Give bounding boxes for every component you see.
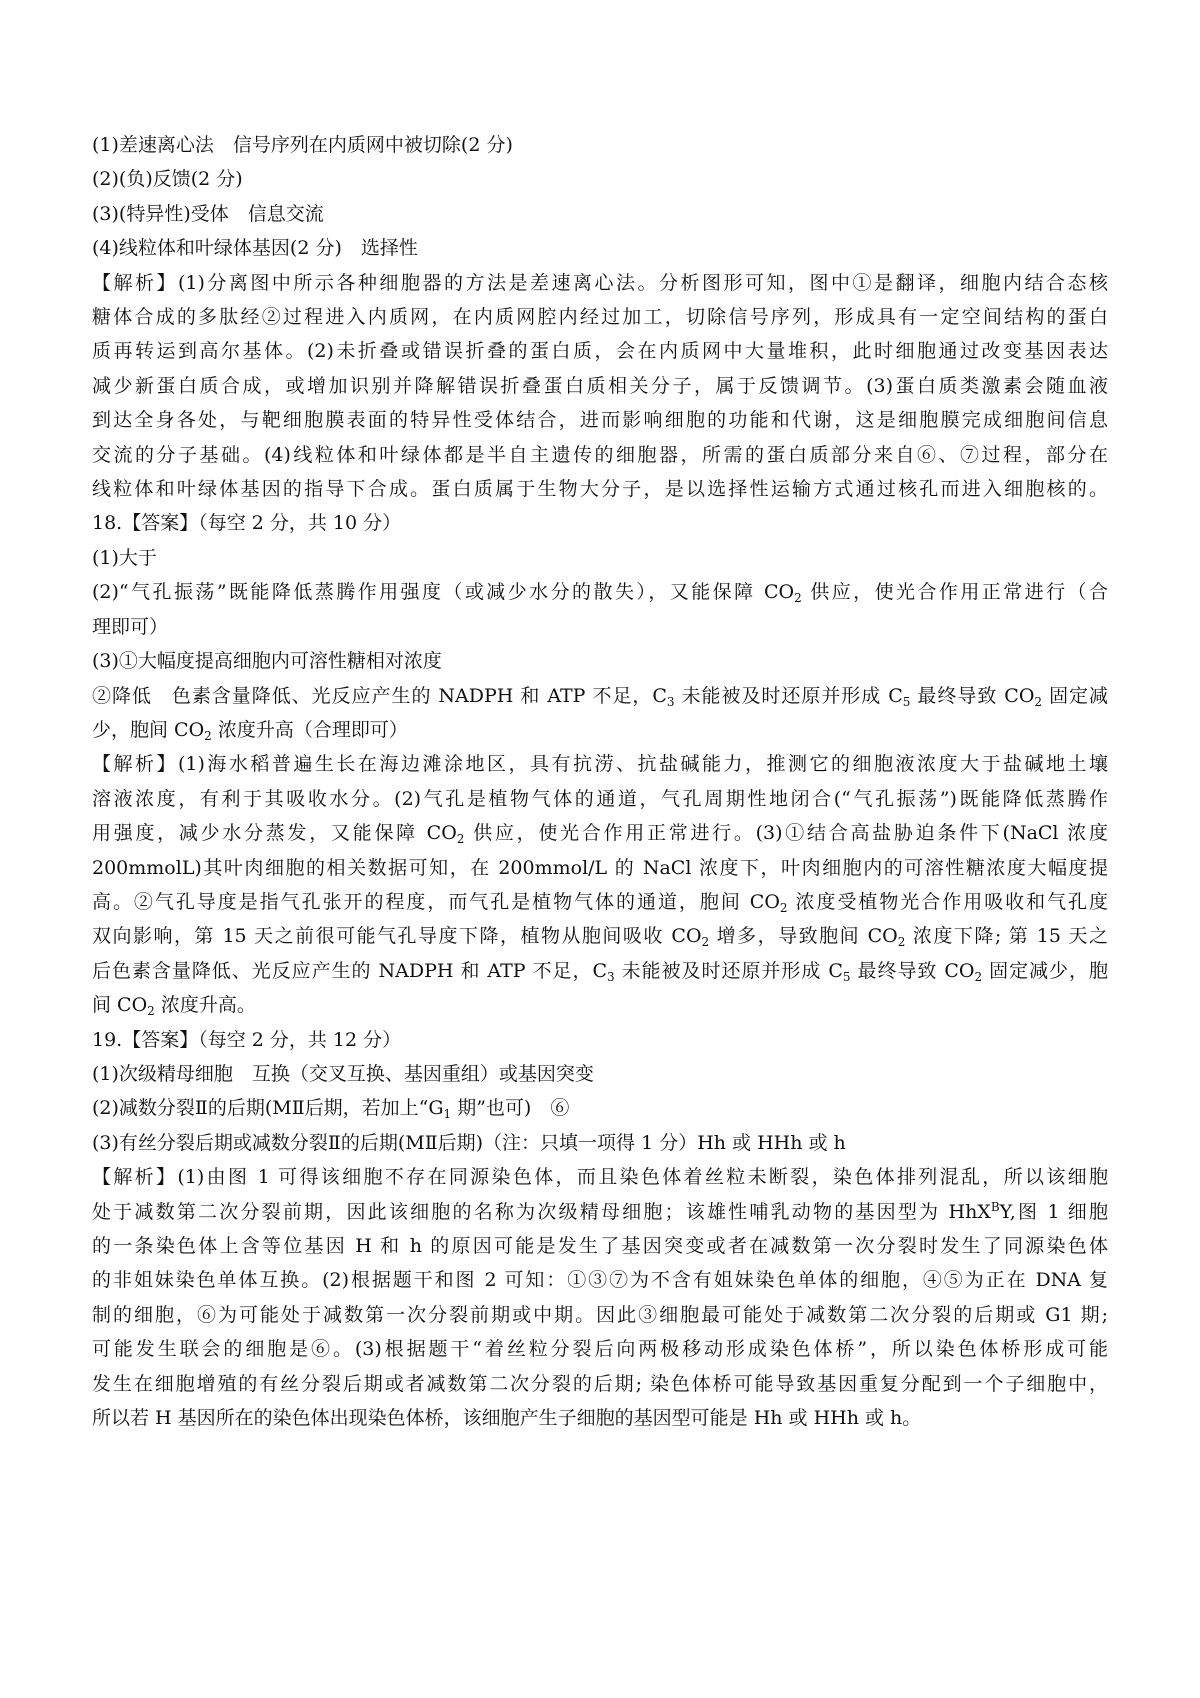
q17-answer-2: (2)(负)反馈(2 分)	[92, 168, 243, 191]
q17-analysis-line: 线粒体和叶绿体基因的指导下合成。蛋白质属于生物大分子，是以选择性运输方式通过核孔而进入细胞核的。	[92, 478, 1108, 501]
q18-analysis-line: 间 $CO_2$ 浓度升高。	[92, 994, 256, 1019]
q18-answer-1: (1)大于	[92, 546, 157, 569]
q19-analysis-line: 可能发生联会的细胞是⑥。(3)根据题干“着丝粒分裂后向两极移动形成染色体桥”，所以染色体桥形成可能	[92, 1338, 1108, 1361]
q18-analysis-line: 用强度，减少水分蒸发，又能保障 $CO_2$ 供应，使光合作用正常进行。(3)①结合高盐胁迫条件下(NaCl 浓度	[92, 822, 1108, 847]
q18-answer-2-cont: 理即可）	[92, 615, 169, 638]
q17-analysis-line: 质再转运到高尔基体。(2)未折叠或错误折叠的蛋白质，会在内质网中大量堆积，此时细胞通过改变基因表达	[92, 340, 1108, 363]
q19-header: 19.【答案】（每空 2 分，共 12 分）	[92, 1028, 402, 1051]
q18-analysis-line: 双向影响，第 15 天之前很可能气孔导度下降，植物从胞间吸收 $CO_2$ 增多，导致胞间 $CO_2$ 浓度下降; 第 15 天之	[92, 925, 1108, 950]
q18-header: 18.【答案】（每空 2 分，共 10 分）	[92, 512, 402, 535]
q17-analysis-line: 糖体合成的多肽经②过程进入内质网，在内质网腔内经过加工，切除信号序列，形成具有一定空间结构的蛋白	[92, 306, 1108, 329]
q18-answer-3-2: ②降低 色素含量降低、光反应产生的 NADPH 和 ATP 不足，$C_3$ 未能被及时还原并形成 $C_5$ 最终导致 $CO_2$ 固定减	[92, 684, 1108, 709]
q18-analysis-line: 高。②气孔导度是指气孔张开的程度，而气孔是植物气体的通道，胞间 $CO_2$ 浓度受植物光合作用吸收和气孔度	[92, 890, 1108, 915]
q19-analysis-line: 制的细胞，⑥为可能处于减数第一次分裂前期或中期。因此③细胞最可能处于减数第二次分裂的后期或 G1 期;	[92, 1303, 1108, 1326]
q17-analysis-line: 【解析】(1)分离图中所示各种细胞器的方法是差速离心法。分析图形可知，图中①是翻译，细胞内结合态核	[92, 271, 1108, 294]
q18-answer-3: (3)①大幅度提高细胞内可溶性糖相对浓度	[92, 650, 442, 673]
q18-answer-2: (2)“气孔振荡”既能降低蒸腾作用强度（或减少水分的散失），又能保障 $CO_2$ 供应，使光合作用正常进行（合	[92, 581, 1108, 606]
q19-analysis-line: 的非姐妹染色单体互换。(2)根据题干和图 2 可知：①③⑦为不含有姐妹染色单体的细胞，④⑤为正在 DNA 复	[92, 1269, 1108, 1292]
q19-analysis-line: 所以若 H 基因所在的染色体出现染色体桥，该细胞产生子细胞的基因型可能是 Hh 或 HHh 或 h。	[92, 1407, 922, 1430]
q19-analysis-line: 发生在细胞增殖的有丝分裂后期或者减数第二次分裂的后期; 染色体桥可能导致基因重复分配到一个子细胞中，	[92, 1372, 1108, 1395]
q18-analysis-line: 200mmolL)其叶肉细胞的相关数据可知，在 200mmol/L 的 NaCl 浓度下，叶肉细胞内的可溶性糖浓度大幅度提	[92, 856, 1108, 879]
q19-analysis-line: 处于减数第二次分裂前期，因此该细胞的名称为次级精母细胞；该雄性哺乳动物的基因型为 HhX$^B$Y,图 1 细胞	[92, 1199, 1108, 1223]
q18-answer-3-3: 少，胞间 $CO_2$ 浓度升高（合理即可）	[92, 718, 408, 743]
q19-answer-3: (3)有丝分裂后期或减数分裂Ⅱ的后期(MⅡ后期)（注：只填一项得 1 分）Hh 或 HHh 或 h	[92, 1131, 846, 1154]
q19-answer-2: (2)减数分裂Ⅱ的后期(MⅡ后期，若加上“$G_1$ 期”也可) ⑥	[92, 1097, 570, 1122]
q18-analysis-line: 后色素含量降低、光反应产生的 NADPH 和 ATP 不足，$C_3$ 未能被及时还原并形成 $C_5$ 最终导致 $CO_2$ 固定减少，胞	[92, 959, 1108, 984]
q19-analysis-line: 【解析】(1)由图 1 可得该细胞不存在同源染色体，而且染色体着丝粒未断裂，染色体排列混乱，所以该细胞	[92, 1166, 1108, 1189]
q17-answer-4: (4)线粒体和叶绿体基因(2 分) 选择性	[92, 237, 418, 260]
q19-answer-1: (1)次级精母细胞 互换（交叉互换、基因重组）或基因突变	[92, 1062, 594, 1085]
q17-answer-1: (1)差速离心法 信号序列在内质网中被切除(2 分)	[92, 134, 513, 156]
q18-analysis-line: 【解析】(1)海水稻普遍生长在海边滩涂地区，具有抗涝、抗盐碱能力，推测它的细胞液浓度大于盐碱地土壤	[92, 753, 1108, 776]
q17-answer-3: (3)(特异性)受体 信息交流	[92, 202, 324, 225]
q19-analysis-line: 的一条染色体上含等位基因 H 和 h 的原因可能是发生了基因突变或者在减数第一次分裂时发生了同源染色体	[92, 1235, 1108, 1257]
q17-analysis-line: 到达全身各处，与靶细胞膜表面的特异性受体结合，进而影响细胞的功能和代谢，这是细胞膜完成细胞间信息	[92, 409, 1108, 432]
q17-analysis-line: 交流的分子基础。(4)线粒体和叶绿体都是半自主遗传的细胞器，所需的蛋白质部分来自⑥、⑦过程，部分在	[92, 443, 1108, 466]
q18-analysis-line: 溶液浓度，有利于其吸收水分。(2)气孔是植物气体的通道，气孔周期性地闭合(“气孔振荡”)既能降低蒸腾作	[92, 787, 1108, 810]
q17-analysis-line: 减少新蛋白质合成，或增加识别并降解错误折叠蛋白质相关分子，属于反馈调节。(3)蛋白质类激素会随血液	[92, 374, 1108, 397]
